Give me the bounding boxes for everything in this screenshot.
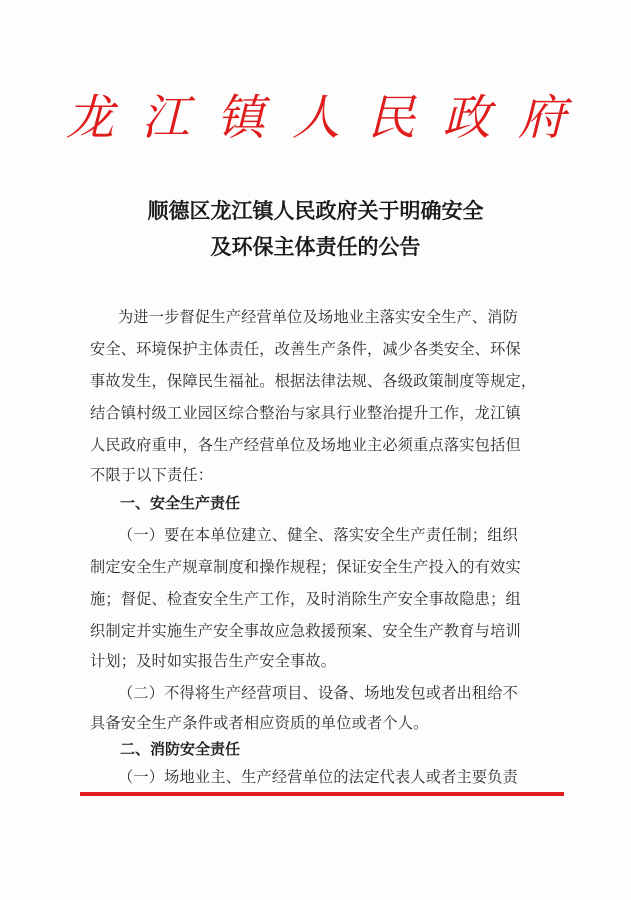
intro-line: 安全、环境保护主体责任，改善生产条件，减少各类安全、环保 bbox=[90, 340, 521, 358]
section1-line: 具备安全生产条件或者相应资质的单位或者个人。 bbox=[90, 714, 429, 732]
section1-line: （二）不得将生产经营项目、设备、场地发包或者出租给不 bbox=[118, 684, 519, 702]
letterhead-char: 龙 bbox=[66, 90, 115, 146]
letterhead-char: 民 bbox=[367, 90, 416, 146]
section1-line: 制定安全生产规章制度和操作规程；保证安全生产投入的有效实 bbox=[90, 558, 521, 576]
intro-line: 结合镇村级工业园区综合整治与家具行业整治提升工作，龙江镇 bbox=[90, 404, 521, 422]
section-heading-fire: 二、消防安全责任 bbox=[120, 740, 241, 758]
letterhead-char: 政 bbox=[442, 90, 491, 146]
letterhead-title bbox=[66, 86, 566, 150]
letterhead-char: 江 bbox=[141, 90, 190, 146]
footer-red-rule bbox=[80, 792, 564, 796]
section1-line: （一）要在本单位建立、健全、落实安全生产责任制；组织 bbox=[118, 526, 519, 544]
section-heading-safety: 一、安全生产责任 bbox=[120, 494, 241, 512]
document-title-line-1: 顺德区龙江镇人民政府关于明确安全 bbox=[147, 198, 484, 223]
section2-line: （一）场地业主、生产经营单位的法定代表人或者主要负责 bbox=[118, 768, 519, 786]
section1-line: 织制定并实施生产安全事故应急救援预案、安全生产教育与培训 bbox=[90, 622, 521, 640]
document-title-line-2: 及环保主体责任的公告 bbox=[210, 234, 421, 259]
letterhead-char: 人 bbox=[291, 90, 340, 146]
intro-line: 事故发生，保障民生福祉。根据法律法规、各级政策制度等规定， bbox=[90, 372, 537, 390]
intro-line: 人民政府重申，各生产经营单位及场地业主必须重点落实包括但 bbox=[90, 436, 521, 454]
intro-line: 为进一步督促生产经营单位及场地业主落实安全生产、消防 bbox=[118, 308, 519, 326]
letterhead-char: 镇 bbox=[216, 90, 265, 146]
section1-line: 施；督促、检查安全生产工作，及时消除生产安全事故隐患；组 bbox=[90, 590, 521, 608]
section1-line: 计划；及时如实报告生产安全事故。 bbox=[90, 652, 337, 670]
intro-line: 不限于以下责任： bbox=[90, 466, 214, 484]
letterhead-char: 府 bbox=[517, 90, 566, 146]
